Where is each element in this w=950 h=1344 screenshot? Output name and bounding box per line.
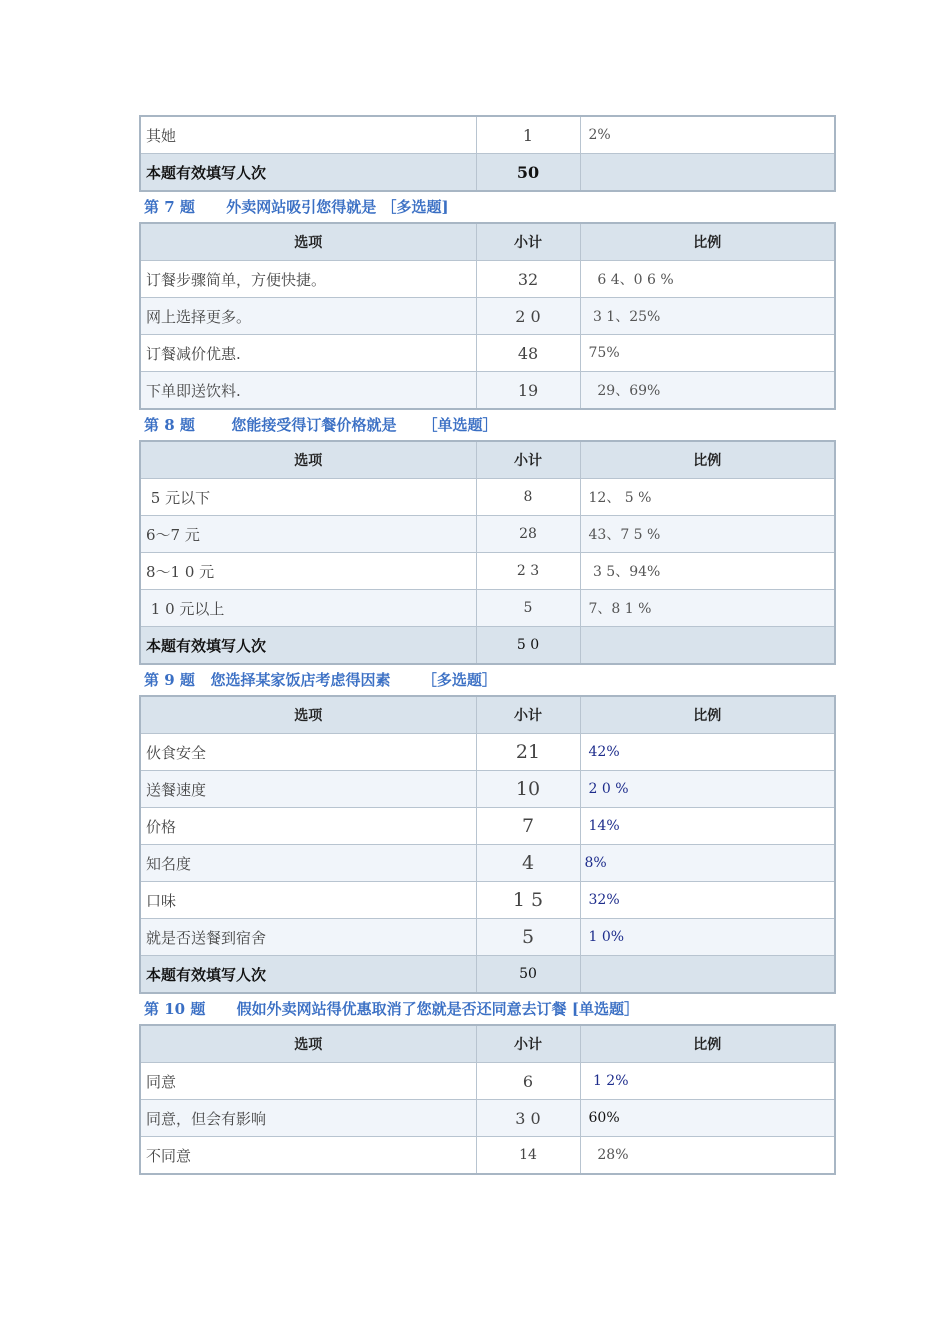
option-label: 订餐减价优惠.	[140, 335, 476, 372]
header-option: 选项	[140, 441, 476, 479]
option-ratio: 7、8 1 %	[580, 590, 835, 627]
option-count: 6	[476, 1063, 580, 1100]
table-row	[140, 919, 835, 956]
table-row	[140, 372, 835, 410]
option-label: 下单即送饮料.	[140, 372, 476, 410]
option-ratio: 2%	[580, 116, 835, 154]
table-row	[140, 261, 835, 298]
option-count: 48	[476, 335, 580, 372]
option-ratio: 1 2%	[580, 1063, 835, 1100]
option-count: 32	[476, 261, 580, 298]
total-ratio-empty	[580, 956, 835, 994]
option-ratio: 6 4、0 6 %	[580, 261, 835, 298]
option-label: 伙食安全	[140, 734, 476, 771]
option-label: 8～1 0 元	[140, 553, 476, 590]
option-ratio: 28%	[580, 1137, 835, 1175]
question-title: 第 8 题 您能接受得订餐价格就是 ［单选题］	[144, 416, 498, 434]
table-header	[140, 223, 835, 261]
total-label: 本题有效填写人次	[140, 627, 476, 665]
table-row	[140, 1137, 835, 1175]
total-ratio-empty	[580, 627, 835, 665]
option-ratio: 75%	[580, 335, 835, 372]
option-ratio: 14%	[580, 808, 835, 845]
option-count: 14	[476, 1137, 580, 1175]
table-row	[140, 1063, 835, 1100]
header-ratio: 比例	[580, 696, 835, 734]
header-count: 小计	[476, 1025, 580, 1063]
option-count: 3 0	[476, 1100, 580, 1137]
option-count: 2 3	[476, 553, 580, 590]
option-label: 5 元以下	[140, 479, 476, 516]
option-ratio: 1 0%	[580, 919, 835, 956]
total-count: 5 0	[476, 627, 580, 665]
table-row	[140, 1100, 835, 1137]
option-ratio: 3 1、25%	[580, 298, 835, 335]
option-ratio: 32%	[580, 882, 835, 919]
q9-table	[139, 695, 836, 994]
option-label: 同意，但会有影响	[140, 1100, 476, 1137]
option-count: 2 0	[476, 298, 580, 335]
option-count: 19	[476, 372, 580, 410]
header-option: 选项	[140, 696, 476, 734]
header-count: 小计	[476, 223, 580, 261]
table-row	[140, 335, 835, 372]
option-count: 5	[476, 590, 580, 627]
table-row	[140, 882, 835, 919]
q6-table	[139, 115, 836, 192]
question-title: 第 7 题 外卖网站吸引您得就是 ［多选题]	[144, 198, 449, 216]
header-option: 选项	[140, 1025, 476, 1063]
option-count: 21	[476, 734, 580, 771]
total-ratio-empty	[580, 154, 835, 192]
total-row	[140, 154, 835, 192]
header-count: 小计	[476, 696, 580, 734]
option-label: 不同意	[140, 1137, 476, 1175]
option-ratio: 3 5、94%	[580, 553, 835, 590]
question-title: 第 9 题 您选择某家饭店考虑得因素 ［多选题］	[144, 671, 497, 689]
table-row	[140, 553, 835, 590]
survey-document	[139, 115, 834, 1175]
option-label: 知名度	[140, 845, 476, 882]
option-ratio: 42%	[580, 734, 835, 771]
header-ratio: 比例	[580, 441, 835, 479]
option-label: 口味	[140, 882, 476, 919]
option-label: 1 0 元以上	[140, 590, 476, 627]
total-row	[140, 627, 835, 665]
option-count: 8	[476, 479, 580, 516]
option-ratio: 8%	[580, 845, 835, 882]
option-count: 28	[476, 516, 580, 553]
table-row	[140, 734, 835, 771]
table-header	[140, 1025, 835, 1063]
q7-table	[139, 222, 836, 410]
option-label: 网上选择更多。	[140, 298, 476, 335]
option-label: 同意	[140, 1063, 476, 1100]
table-row	[140, 298, 835, 335]
table-row	[140, 771, 835, 808]
total-label: 本题有效填写人次	[140, 956, 476, 994]
option-count: 1 5	[476, 882, 580, 919]
table-header	[140, 696, 835, 734]
header-count: 小计	[476, 441, 580, 479]
option-label: 价格	[140, 808, 476, 845]
q8-table	[139, 440, 836, 665]
total-row	[140, 956, 835, 994]
table-row	[140, 116, 835, 154]
table-row	[140, 516, 835, 553]
option-ratio: 60%	[580, 1100, 835, 1137]
header-ratio: 比例	[580, 1025, 835, 1063]
table-header	[140, 441, 835, 479]
q10-table	[139, 1024, 836, 1175]
table-row	[140, 479, 835, 516]
table-row	[140, 845, 835, 882]
option-count: 1	[476, 116, 580, 154]
option-ratio: 43、7 5 %	[580, 516, 835, 553]
header-ratio: 比例	[580, 223, 835, 261]
option-count: 10	[476, 771, 580, 808]
option-count: 5	[476, 919, 580, 956]
option-count: 7	[476, 808, 580, 845]
option-label: 其她	[140, 116, 476, 154]
option-label: 订餐步骤简单，方便快捷。	[140, 261, 476, 298]
option-count: 4	[476, 845, 580, 882]
total-label: 本题有效填写人次	[140, 154, 476, 192]
header-option: 选项	[140, 223, 476, 261]
option-ratio: 29、69%	[580, 372, 835, 410]
table-row	[140, 590, 835, 627]
option-ratio: 2 0 %	[580, 771, 835, 808]
question-title: 第 10 题 假如外卖网站得优惠取消了您就是否还同意去订餐 [单选题］	[144, 1000, 639, 1018]
option-ratio: 12、 5 %	[580, 479, 835, 516]
total-count: 50	[476, 956, 580, 994]
table-row	[140, 808, 835, 845]
option-label: 就是否送餐到宿舍	[140, 919, 476, 956]
total-count: 50	[476, 154, 580, 192]
option-label: 6～7 元	[140, 516, 476, 553]
option-label: 送餐速度	[140, 771, 476, 808]
